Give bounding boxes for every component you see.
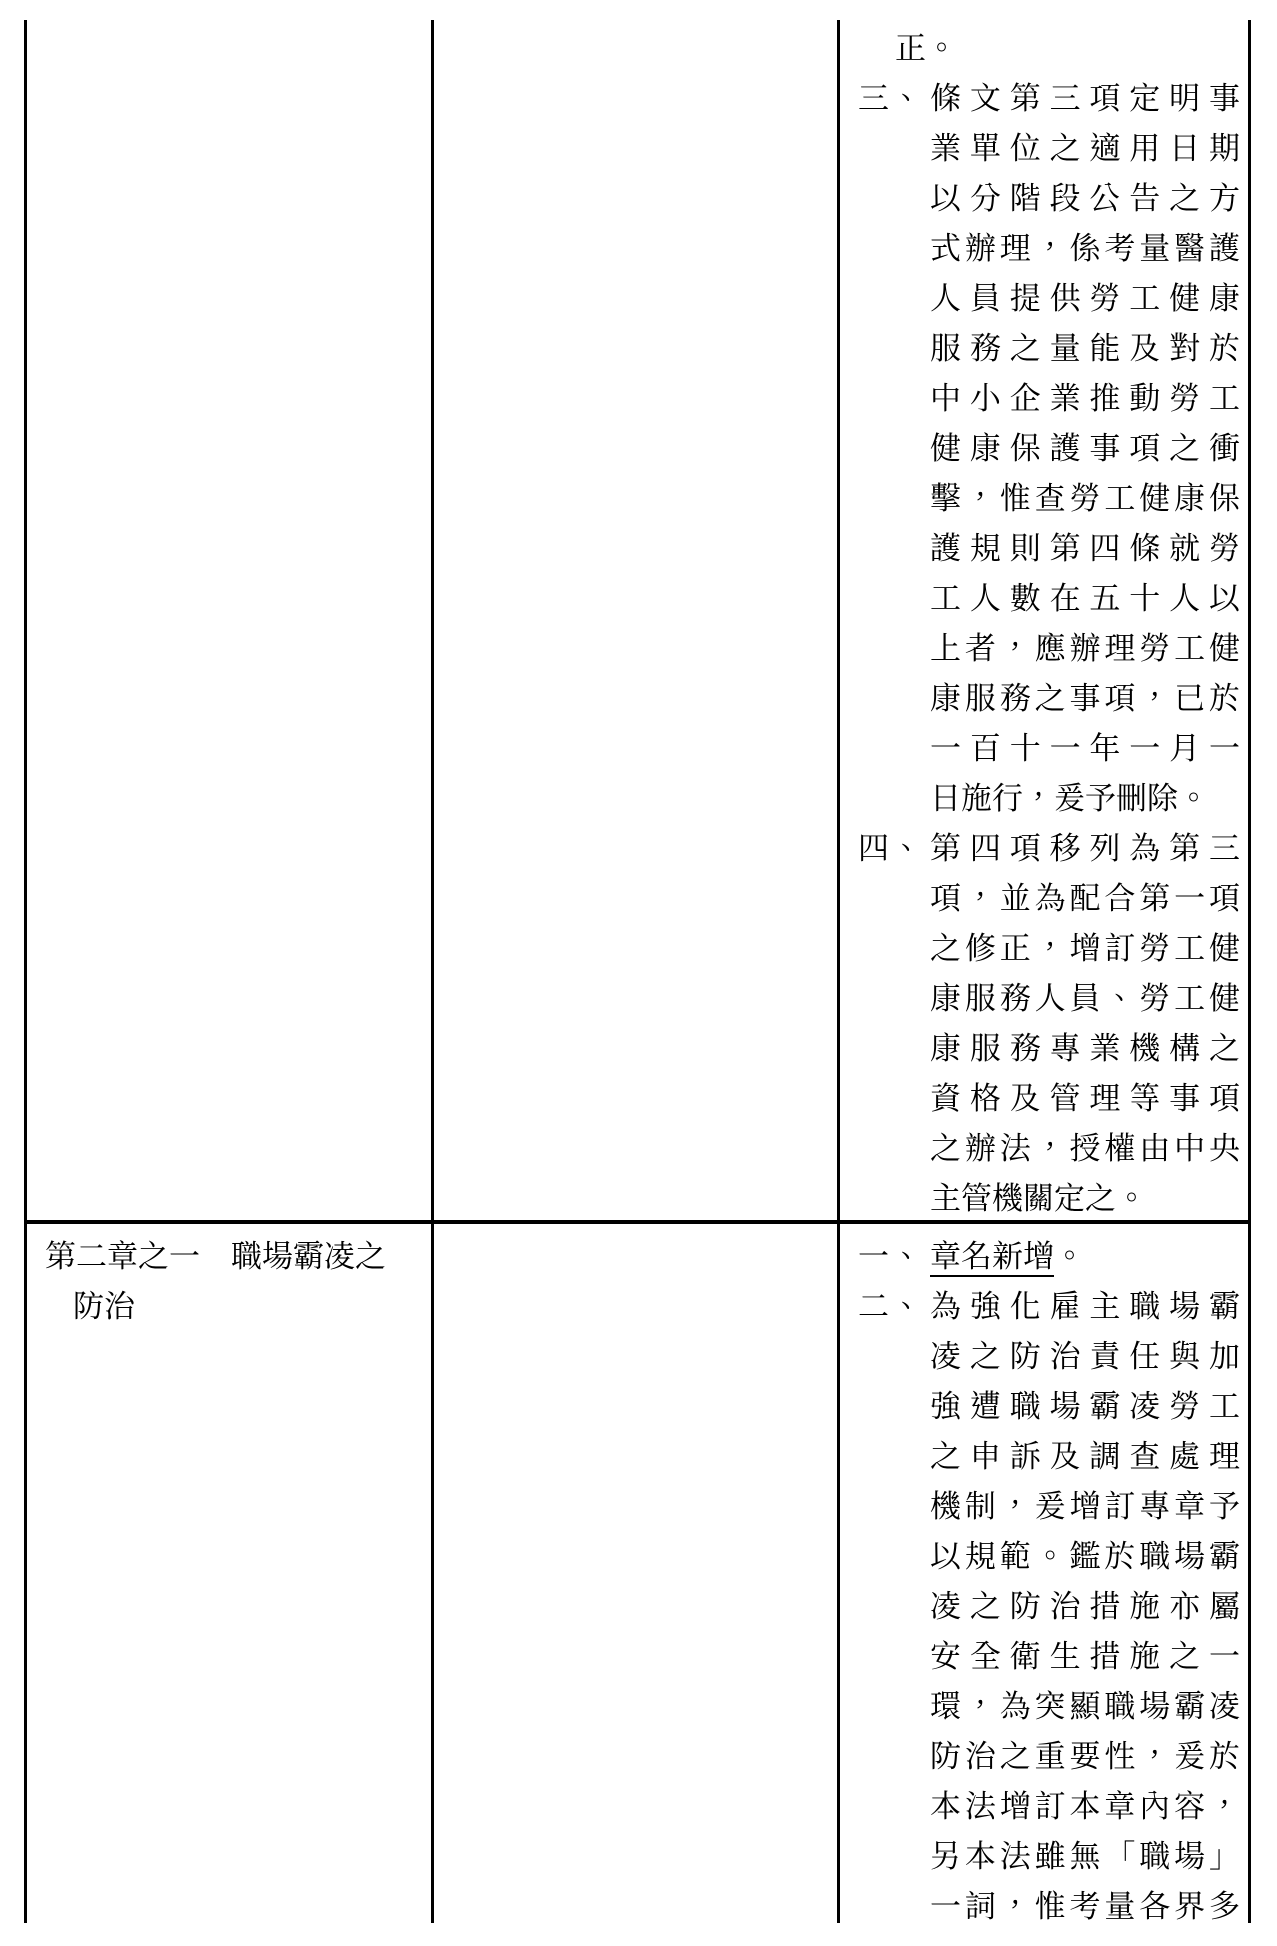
- text-line: 人員提供勞工健康: [930, 281, 1240, 316]
- text-line: 之申訴及調查處理: [930, 1439, 1240, 1474]
- text-line: 護規則第四條就勞: [930, 531, 1240, 566]
- table-cell-row2-col3-explanation: [840, 1220, 1251, 1923]
- amendment-comparison-table: [24, 20, 1251, 1923]
- text-line: 康服務人員、勞工健: [930, 981, 1240, 1016]
- text-line: 之修正，增訂勞工健: [930, 931, 1240, 966]
- list-item: [858, 1282, 1248, 1932]
- text-line: 機制，爰增訂專章予: [930, 1489, 1240, 1524]
- text-line: 條文第三項定明事: [930, 81, 1240, 116]
- list-marker: 三、: [858, 81, 924, 116]
- text-line: 業單位之適用日期: [930, 131, 1240, 166]
- text-line: 以規範。鑑於職場霸: [930, 1539, 1240, 1574]
- table-cell-row1-col3-explanation: [840, 20, 1251, 1220]
- text-line: 之辦法，授權由中央: [930, 1131, 1240, 1166]
- text-line: 一百十一年一月一: [930, 731, 1240, 766]
- text-line: 另本法雖無「職場」: [930, 1839, 1240, 1874]
- text-line: 強遭職場霸凌勞工: [930, 1389, 1240, 1424]
- chapter-title-line1: 第二章之一 職場霸凌之: [45, 1239, 386, 1274]
- text-line: 服務之量能及對於: [930, 331, 1240, 366]
- text-line: 為強化雇主職場霸: [930, 1289, 1240, 1324]
- text-line: 正。: [895, 31, 957, 66]
- text-line: 安全衛生措施之一: [930, 1639, 1240, 1674]
- table-cell-row1-col1-current-article: [27, 20, 434, 1220]
- text-line: 防治之重要性，爰於: [930, 1739, 1240, 1774]
- list-marker: 一、: [858, 1239, 924, 1274]
- text-line: 以分階段公告之方: [930, 181, 1240, 216]
- list-item-text: [930, 824, 1240, 1224]
- list-item: [858, 24, 1248, 74]
- chapter-title-line2: 防治: [73, 1289, 135, 1324]
- table-cell-row1-col2-existing-article: [434, 20, 840, 1220]
- list-item-text: [930, 1282, 1240, 1932]
- text-line: 環，為突顯職場霸凌: [930, 1689, 1240, 1724]
- list-item-text: [930, 74, 1240, 824]
- list-marker: 二、: [858, 1289, 924, 1324]
- list-item: [858, 824, 1248, 1224]
- explanation-list: [858, 24, 1248, 1224]
- list-item-text: [895, 24, 1240, 74]
- text-line: 第四項移列為第三: [930, 831, 1240, 866]
- text-line: 中小企業推動勞工: [930, 381, 1240, 416]
- text-line: 凌之防治措施亦屬: [930, 1589, 1240, 1624]
- text-line: 康服務之事項，已於: [930, 681, 1240, 716]
- text-line: 健康保護事項之衝: [930, 431, 1240, 466]
- text-line: 式辦理，係考量醫護: [930, 231, 1240, 266]
- text-line: 工人數在五十人以: [930, 581, 1240, 616]
- text-line: 上者，應辦理勞工健: [930, 631, 1240, 666]
- text-line: 擊，惟查勞工健康保: [930, 481, 1240, 516]
- list-item: [858, 1232, 1248, 1282]
- text-line: 本法增訂本章內容，: [930, 1789, 1240, 1824]
- text-line: 日施行，爰予刪除。: [930, 781, 1209, 816]
- chapter-title: [45, 1232, 431, 1332]
- table-cell-row2-col1-chapter: [27, 1220, 434, 1923]
- text-line: 主管機關定之。: [930, 1181, 1147, 1216]
- text-line: 項，並為配合第一項: [930, 881, 1240, 916]
- text-line: 資格及管理等事項: [930, 1081, 1240, 1116]
- text-line: 章名新增。: [930, 1232, 1240, 1282]
- list-item: [858, 74, 1248, 824]
- list-item-text: [930, 1232, 1240, 1282]
- text-line: 一詞，惟考量各界多: [930, 1889, 1240, 1924]
- underlined-text: 章名新增: [930, 1239, 1054, 1277]
- table-cell-row2-col2-existing-article: [434, 1220, 840, 1923]
- text-line: 康服務專業機構之: [930, 1031, 1240, 1066]
- text-line: 凌之防治責任與加: [930, 1339, 1240, 1374]
- list-marker: 四、: [858, 831, 924, 866]
- explanation-list: [858, 1232, 1248, 1932]
